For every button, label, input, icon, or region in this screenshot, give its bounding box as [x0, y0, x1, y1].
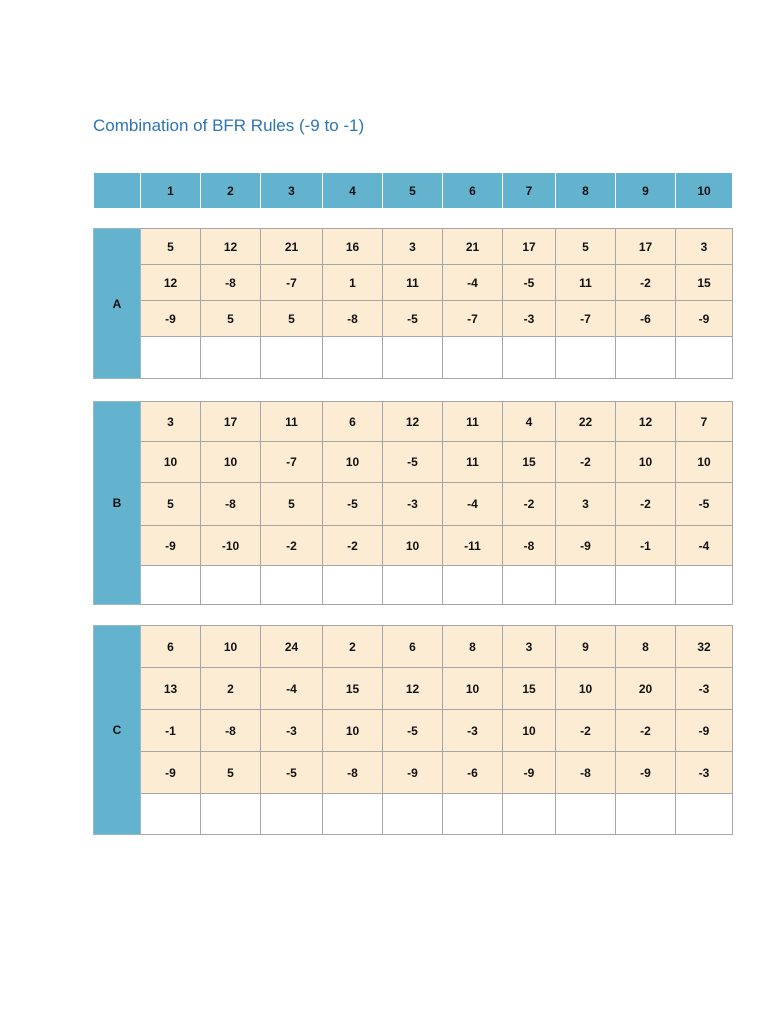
value-cell: 3	[141, 402, 201, 442]
value-cell: -5	[383, 710, 443, 752]
value-cell: 8	[616, 626, 676, 668]
value-cell: 24	[261, 626, 323, 668]
value-cell: -7	[443, 301, 503, 337]
value-cell: -3	[676, 752, 733, 794]
value-cell: -2	[503, 483, 556, 526]
empty-cell	[383, 794, 443, 835]
value-cell: -4	[443, 483, 503, 526]
value-cell: -8	[201, 265, 261, 301]
value-cell: 5	[141, 229, 201, 265]
empty-cell	[616, 794, 676, 835]
table-row	[94, 626, 733, 668]
value-cell: -5	[261, 752, 323, 794]
value-cell: 10	[503, 710, 556, 752]
value-cell: -3	[443, 710, 503, 752]
column-header-6: 6	[443, 173, 503, 209]
value-cell: -4	[443, 265, 503, 301]
value-cell: -9	[141, 752, 201, 794]
empty-cell	[323, 337, 383, 379]
column-header-10: 10	[676, 173, 733, 209]
value-cell: -9	[383, 752, 443, 794]
value-cell: 11	[383, 265, 443, 301]
value-cell: -6	[616, 301, 676, 337]
value-cell: 5	[201, 301, 261, 337]
value-cell: -2	[323, 526, 383, 566]
value-cell: 10	[676, 442, 733, 483]
value-cell: 5	[141, 483, 201, 526]
column-header-8: 8	[556, 173, 616, 209]
value-cell: -2	[616, 265, 676, 301]
value-cell: -5	[676, 483, 733, 526]
value-cell: -3	[676, 668, 733, 710]
empty-cell	[141, 337, 201, 379]
value-cell: 12	[201, 229, 261, 265]
value-cell: 15	[503, 668, 556, 710]
value-cell: 5	[261, 483, 323, 526]
value-cell: -5	[383, 301, 443, 337]
value-cell: 8	[443, 626, 503, 668]
table-row	[94, 229, 733, 265]
empty-cell	[443, 337, 503, 379]
table-row	[94, 752, 733, 794]
value-cell: 3	[556, 483, 616, 526]
value-cell: 20	[616, 668, 676, 710]
value-cell: 11	[443, 402, 503, 442]
column-header-table	[93, 172, 733, 209]
page-title: Combination of BFR Rules (-9 to -1)	[93, 116, 365, 135]
value-cell: -2	[556, 442, 616, 483]
value-cell: -5	[503, 265, 556, 301]
value-cell: 10	[443, 668, 503, 710]
column-header-2: 2	[201, 173, 261, 209]
value-cell: -4	[676, 526, 733, 566]
table-row	[94, 526, 733, 566]
table-row	[94, 265, 733, 301]
value-cell: 5	[201, 752, 261, 794]
value-cell: 6	[383, 626, 443, 668]
empty-cell	[261, 337, 323, 379]
value-cell: -6	[443, 752, 503, 794]
value-cell: 17	[616, 229, 676, 265]
empty-cell	[383, 566, 443, 605]
value-cell: 15	[323, 668, 383, 710]
value-cell: 15	[676, 265, 733, 301]
table-row	[94, 442, 733, 483]
empty-cell	[201, 566, 261, 605]
group-label: A	[94, 229, 141, 379]
value-cell: 10	[323, 442, 383, 483]
value-cell: -8	[503, 526, 556, 566]
empty-cell	[201, 794, 261, 835]
value-cell: -2	[556, 710, 616, 752]
value-cell: 5	[556, 229, 616, 265]
value-cell: 2	[201, 668, 261, 710]
value-cell: 3	[383, 229, 443, 265]
group-label: C	[94, 626, 141, 835]
value-cell: 1	[323, 265, 383, 301]
group-table-b	[93, 401, 733, 605]
value-cell: -4	[261, 668, 323, 710]
column-header-7: 7	[503, 173, 556, 209]
value-cell: 12	[383, 668, 443, 710]
value-cell: 10	[201, 626, 261, 668]
header-corner-cell	[94, 173, 141, 209]
column-header-row	[94, 173, 733, 209]
value-cell: -1	[141, 710, 201, 752]
empty-cell	[443, 794, 503, 835]
value-cell: 4	[503, 402, 556, 442]
value-cell: -9	[676, 301, 733, 337]
empty-cell	[261, 566, 323, 605]
group-label: B	[94, 402, 141, 605]
empty-cell	[616, 566, 676, 605]
value-cell: -7	[261, 265, 323, 301]
value-cell: -5	[323, 483, 383, 526]
value-cell: -11	[443, 526, 503, 566]
empty-cell	[676, 794, 733, 835]
value-cell: -9	[141, 526, 201, 566]
value-cell: -2	[616, 483, 676, 526]
value-cell: 17	[201, 402, 261, 442]
empty-cell	[616, 337, 676, 379]
value-cell: 10	[616, 442, 676, 483]
value-cell: 10	[323, 710, 383, 752]
value-cell: -3	[261, 710, 323, 752]
empty-cell	[323, 566, 383, 605]
empty-cell	[556, 794, 616, 835]
value-cell: -9	[616, 752, 676, 794]
value-cell: -2	[616, 710, 676, 752]
value-cell: 12	[383, 402, 443, 442]
value-cell: 16	[323, 229, 383, 265]
value-cell: 22	[556, 402, 616, 442]
value-cell: 3	[503, 626, 556, 668]
column-header-3: 3	[261, 173, 323, 209]
value-cell: -9	[503, 752, 556, 794]
value-cell: 12	[141, 265, 201, 301]
table-row	[94, 301, 733, 337]
value-cell: 6	[141, 626, 201, 668]
empty-cell	[261, 794, 323, 835]
empty-cell	[141, 566, 201, 605]
empty-cell	[676, 566, 733, 605]
value-cell: -7	[261, 442, 323, 483]
value-cell: -3	[503, 301, 556, 337]
value-cell: -7	[556, 301, 616, 337]
table-row	[94, 668, 733, 710]
value-cell: -8	[323, 752, 383, 794]
empty-cell	[676, 337, 733, 379]
column-header-4: 4	[323, 173, 383, 209]
value-cell: -8	[556, 752, 616, 794]
value-cell: -2	[261, 526, 323, 566]
value-cell: 21	[261, 229, 323, 265]
value-cell: 11	[556, 265, 616, 301]
column-header-1: 1	[141, 173, 201, 209]
value-cell: 10	[141, 442, 201, 483]
table-row	[94, 402, 733, 442]
empty-cell	[556, 337, 616, 379]
empty-cell	[503, 794, 556, 835]
value-cell: 15	[503, 442, 556, 483]
value-cell: 10	[383, 526, 443, 566]
value-cell: 3	[676, 229, 733, 265]
empty-row	[94, 566, 733, 605]
table-row	[94, 710, 733, 752]
column-header-5: 5	[383, 173, 443, 209]
group-table-a	[93, 228, 733, 379]
value-cell: -8	[201, 710, 261, 752]
value-cell: 13	[141, 668, 201, 710]
value-cell: -5	[383, 442, 443, 483]
value-cell: -3	[383, 483, 443, 526]
empty-cell	[443, 566, 503, 605]
empty-cell	[556, 566, 616, 605]
empty-cell	[141, 794, 201, 835]
value-cell: -9	[141, 301, 201, 337]
value-cell: -1	[616, 526, 676, 566]
value-cell: 6	[323, 402, 383, 442]
value-cell: -10	[201, 526, 261, 566]
table-row	[94, 483, 733, 526]
value-cell: 32	[676, 626, 733, 668]
value-cell: -8	[323, 301, 383, 337]
empty-cell	[503, 337, 556, 379]
empty-row	[94, 794, 733, 835]
value-cell: 7	[676, 402, 733, 442]
value-cell: 5	[261, 301, 323, 337]
value-cell: 10	[556, 668, 616, 710]
value-cell: 2	[323, 626, 383, 668]
empty-cell	[383, 337, 443, 379]
value-cell: 12	[616, 402, 676, 442]
empty-cell	[503, 566, 556, 605]
value-cell: -8	[201, 483, 261, 526]
group-table-c	[93, 625, 733, 835]
empty-cell	[323, 794, 383, 835]
value-cell: 11	[443, 442, 503, 483]
value-cell: 21	[443, 229, 503, 265]
empty-row	[94, 337, 733, 379]
column-header-9: 9	[616, 173, 676, 209]
value-cell: 17	[503, 229, 556, 265]
empty-cell	[201, 337, 261, 379]
value-cell: 10	[201, 442, 261, 483]
value-cell: -9	[556, 526, 616, 566]
value-cell: 9	[556, 626, 616, 668]
value-cell: 11	[261, 402, 323, 442]
value-cell: -9	[676, 710, 733, 752]
